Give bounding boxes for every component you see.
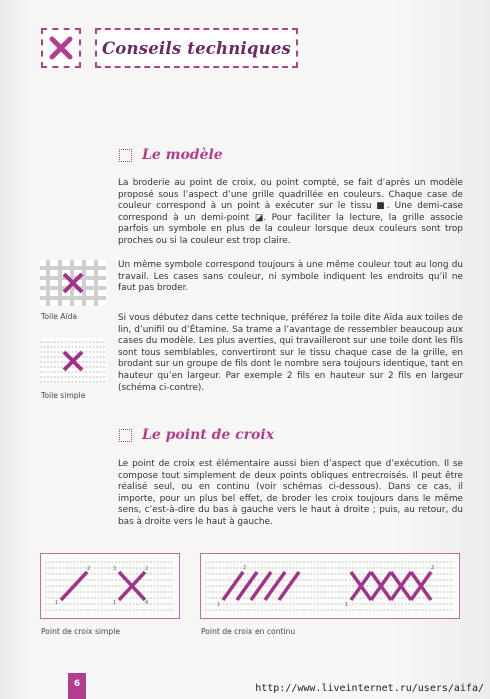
toile-aida-caption: Toile Aïda [41,312,78,321]
croix-simple-caption: Point de croix simple [41,627,121,636]
svg-text:4: 4 [145,600,149,606]
croix-continu-caption: Point de croix en continu [201,627,296,636]
svg-text:1: 1 [217,602,221,608]
modele-paragraph-3: Si vous débutez dans cette technique, préférez la toile dite Aïda aux toiles de lin, d’unifil ou d’Étamine. Sa trame a l’avantage de ressembler beaucoup aux cases du modèle. Les plus averties, qui travailleront sur une toile dont les fils sont tous semblables, convertiront sur le tissu chaque case de la grille, en brodant sur un groupe de fils dont le nombre sera toujours identique, tant en hauteur qu’en largeur. Par exemple 2 fils en hauteur sur 2 fils en largeur (schéma ci-contre). [118,313,463,393]
section-heading-point-de-croix [119,427,274,443]
dotted-square-icon [119,429,132,442]
svg-text:2: 2 [243,565,247,571]
svg-text:2: 2 [87,566,91,572]
toile-simple-diagram [40,338,106,388]
croix-continu-diagram [200,553,460,619]
modele-paragraph-2: Un même symbole correspond toujours à une même couleur tout au long du travail. Les cases sans couleur, ni symbole indiquent les endroits qu’il ne faut pas broder. [118,260,463,294]
svg-text:2: 2 [145,566,149,572]
page-title: Conseils techniques [101,38,292,58]
header-cross-icon [41,28,81,68]
page-title-box [95,28,298,68]
svg-text:3: 3 [113,566,117,572]
svg-text:1: 1 [55,600,59,606]
point-de-croix-paragraph: Le point de croix est élémentaire aussi bien d’aspect que d’exécution. Il se compose tout simplement de deux points obliques entrecroisés. Il peut être réalisé seul, ou en continu (voir schémas ci-dessous). Dans ce cas, il importe, pour un plus bel effet, de broder les croix toujours dans le même sens, c’est-à-dire du bas à gauche vers le haut à droite ; puis, au retour, du bas à droite vers le haut à gauche. [118,459,463,527]
section-title-modele: Le modèle [142,147,223,163]
modele-paragraph-1: La broderie au point de croix, ou point compté, se fait d’après un modèle proposé sous l’aspect d’une grille quadrillée en couleurs. Chaque case de couleur correspond à un point à exécuter sur le tissu ■. Une demi-case correspond à un demi-point ◪. Pour faciliter la lecture, la grille associe parfois un symbole en plus de la couleur lorsque deux couleurs sont trop proches ou si la couleur est trop claire. [118,178,463,246]
section-heading-modele [119,147,223,163]
page-number: 6 [68,673,86,699]
svg-text:2: 2 [431,565,435,571]
dotted-square-icon [119,149,132,162]
watermark-url: http://www.liveinternet.ru/users/aifa/ [255,683,484,694]
toile-simple-caption: Toile simple [41,391,86,400]
toile-aida-diagram [40,260,106,310]
svg-text:1: 1 [345,602,349,608]
croix-simple-diagram [40,553,180,619]
svg-text:1: 1 [113,600,117,606]
section-title-point-de-croix: Le point de croix [142,427,275,443]
